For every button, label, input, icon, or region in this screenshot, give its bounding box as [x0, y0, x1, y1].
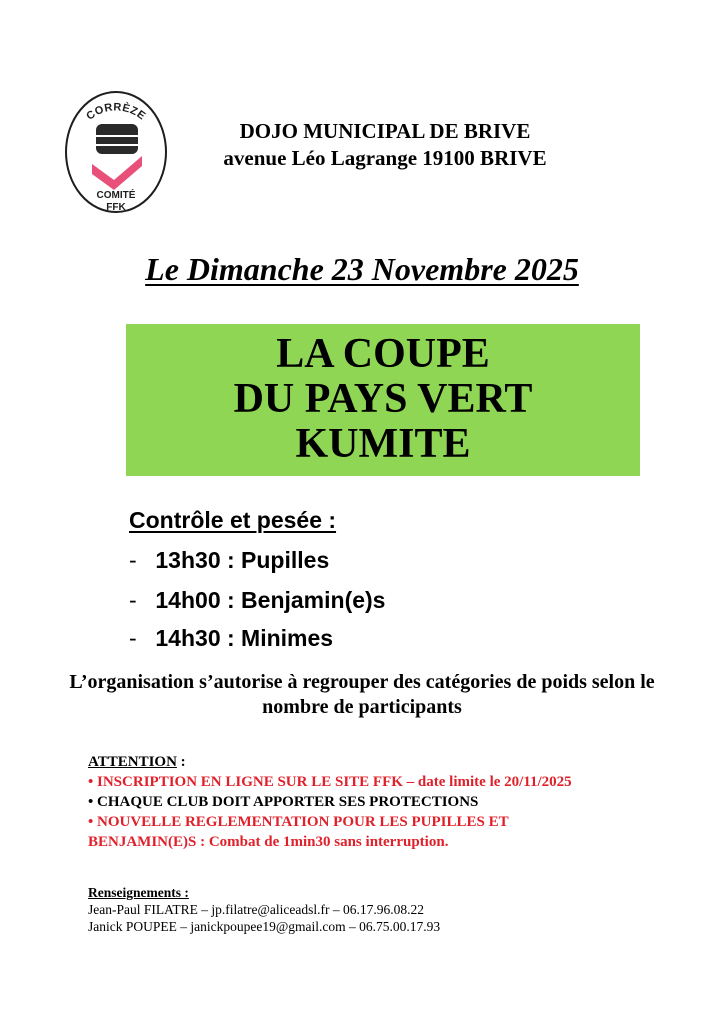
schedule-item — [129, 585, 385, 615]
schedule-bullet: - — [129, 587, 137, 613]
title-line-1: LA COUPE — [276, 331, 490, 377]
attention-heading-line — [88, 752, 688, 772]
schedule-bullet: - — [129, 625, 137, 651]
event-date-text: Le Dimanche 23 Novembre 2025 — [145, 251, 579, 287]
attention-heading-suffix: : — [176, 754, 186, 770]
svg-text:CORRÈZE — [84, 101, 147, 123]
logo-top-text: CORRÈZE — [84, 101, 148, 123]
venue-name: DOJO MUNICIPAL DE BRIVE — [239, 119, 531, 143]
attention-item-text: NOUVELLE REGLEMENTATION POUR LES PUPILLES ET — [97, 814, 509, 830]
attention-item — [88, 812, 688, 832]
contacts-heading: Renseignements : — [88, 885, 189, 900]
logo-org-text: FFK — [106, 202, 126, 213]
attention-block — [88, 752, 688, 852]
attention-continuation: BENJAMIN(E)S : Combat de 1min30 sans interruption. — [88, 834, 449, 850]
attention-item-text: INSCRIPTION EN LIGNE SUR LE SITE FFK – date limite le 20/11/2025 — [97, 774, 572, 790]
logo-emblem — [62, 88, 170, 216]
fist-icon — [96, 124, 138, 154]
organisation-note: L’organisation s’autorise à regrouper des catégories de poids selon le nombre de participants — [69, 671, 655, 718]
attention-bullet: • — [88, 794, 94, 810]
contact-line: Janick POUPEE – janickpoupee19@gmail.com – 06.75.00.17.93 — [88, 919, 441, 934]
schedule-item — [129, 545, 329, 575]
venue-address: avenue Léo Lagrange 19100 BRIVE — [223, 146, 547, 170]
attention-item — [88, 792, 688, 812]
contact-line: Jean-Paul FILATRE – jp.filatre@aliceadsl.fr – 06.17.96.08.22 — [88, 902, 424, 917]
schedule-text: 14h30 : Minimes — [155, 625, 334, 651]
contacts-block — [88, 884, 440, 935]
attention-item — [88, 772, 688, 792]
logo-bottom-text: COMITÉ — [96, 190, 136, 201]
schedule-text: 13h30 : Pupilles — [155, 547, 330, 573]
schedule-bullet: - — [129, 547, 137, 573]
schedule-item — [129, 623, 333, 653]
comite-correze-ffk-logo — [62, 88, 170, 216]
event-title-box — [126, 324, 640, 476]
attention-bullet: • — [88, 814, 94, 830]
checkmark-icon — [92, 156, 142, 190]
attention-item-text: CHAQUE CLUB DOIT APPORTER SES PROTECTIONS — [97, 794, 479, 810]
title-line-3: KUMITE — [295, 421, 471, 467]
attention-heading: ATTENTION — [88, 754, 177, 770]
event-date — [0, 249, 724, 289]
title-line-2: DU PAYS VERT — [233, 376, 533, 422]
attention-bullet: • — [88, 774, 94, 790]
checkin-heading: Contrôle et pesée : — [129, 507, 337, 533]
schedule-text: 14h00 : Benjamin(e)s — [155, 587, 386, 613]
